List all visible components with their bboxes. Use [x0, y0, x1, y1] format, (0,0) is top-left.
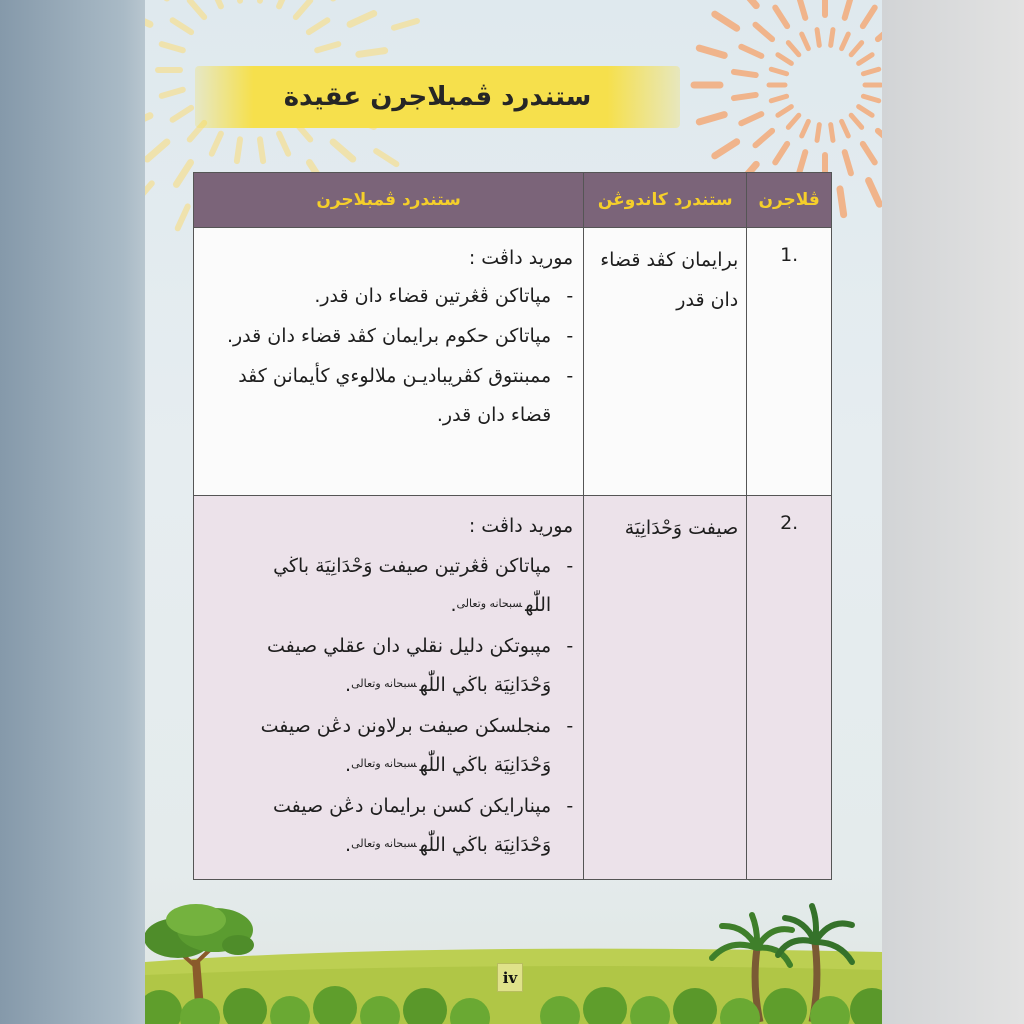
sunburst-ray: [788, 115, 798, 127]
sunburst-ray: [173, 20, 192, 32]
sunburst-ray: [926, 115, 951, 122]
list-item: [224, 548, 573, 624]
sunburst-ray: [878, 131, 895, 145]
standards-table: [193, 172, 832, 880]
header-learning-standard: ستندرد ڤمبلاجرن: [194, 173, 584, 228]
list-item: [224, 277, 573, 316]
list-item-text: ممبنتوق كڤريباديـن ملالوءي كأيمانن كڤد قضاء دان قدر.: [238, 365, 552, 426]
list-item-text: مڽاتاكن ڤڠرتين قضاء دان قدر.: [314, 285, 552, 307]
sunburst-ray: [771, 96, 786, 101]
honorific-mark: سبحانه وتعالى: [351, 677, 417, 690]
list-item-text: مڽنارايكن كسن برايمان دڠن صيفت وَحْدَانِيَة باڬي اللّٰه: [273, 795, 552, 856]
bullet-dash: -: [566, 555, 574, 577]
title-banner: [195, 66, 680, 128]
list-item-end: .: [345, 834, 352, 856]
sunburst-ray: [863, 96, 878, 101]
sunburst-ray: [878, 25, 895, 39]
objectives-intro: موريد داڤت :: [468, 515, 574, 537]
header-content-standard: ستندرد كاندوڠن: [584, 173, 747, 228]
honorific-mark: سبحانه وتعالى: [351, 757, 417, 770]
list-item: [224, 708, 573, 784]
sunburst-ray: [775, 8, 787, 27]
sunburst-ray: [147, 142, 167, 159]
sunburst-ray: [115, 86, 141, 90]
sunburst-ray: [778, 107, 791, 116]
sunburst-ray: [126, 14, 150, 25]
list-item-text: منجلسكن صيفت برلاونن دڠن صيفت وَحْدَانِيَة باڬي اللّٰه: [260, 715, 552, 776]
sunburst-ray: [778, 55, 791, 64]
sunburst-ray: [842, 34, 849, 49]
sunburst-ray: [845, 0, 851, 18]
sunburst-ray: [104, 151, 124, 164]
sunburst-ray: [802, 34, 809, 49]
honorific-mark: سبحانه وتعالى: [351, 837, 417, 850]
lesson-number: 2.: [780, 512, 799, 534]
sunburst-ray: [715, 14, 737, 28]
bullet-dash: -: [566, 795, 574, 817]
objectives-list: [224, 277, 573, 435]
lesson-number: 1.: [780, 244, 799, 266]
sunburst-ray: [863, 69, 878, 74]
sunburst-ray: [845, 152, 851, 173]
sunburst-ray: [136, 183, 152, 201]
bullet-dash: -: [566, 715, 574, 737]
sunburst-ray: [894, 164, 911, 184]
sunburst-ray: [755, 131, 772, 145]
list-item-end: .: [450, 594, 457, 616]
sunburst-ray: [889, 114, 909, 123]
list-item-text: مڽبوتكن دليل نقلي دان عقلي صيفت وَحْدَانِيَة باڬي اللّٰه: [267, 635, 552, 696]
sunburst-ray: [802, 121, 809, 136]
sunburst-ray: [126, 116, 150, 127]
sunburst-ray: [162, 44, 183, 50]
sunburst-ray: [755, 25, 772, 39]
table-header-row: [194, 173, 832, 228]
sunburst-ray: [788, 43, 798, 55]
sunburst-ray: [741, 47, 761, 56]
sunburst-ray: [173, 108, 192, 120]
sunburst-ray: [799, 152, 805, 173]
table-row: [194, 228, 832, 496]
sunburst-ray: [859, 107, 872, 116]
sunburst-ray: [831, 30, 833, 46]
sunburst-ray: [734, 95, 756, 98]
list-item-end: .: [345, 754, 352, 776]
sunburst-ray: [894, 0, 911, 6]
sunburst-ray: [889, 47, 909, 56]
objectives-list: [224, 548, 573, 864]
sunburst-ray: [913, 142, 935, 156]
sunburst-ray: [359, 51, 385, 55]
sunburst-ray: [190, 0, 204, 17]
sunburst-ray: [237, 139, 240, 161]
sunburst-ray: [851, 115, 861, 127]
sunburst-ray: [212, 134, 221, 154]
sunburst-ray: [859, 55, 872, 64]
sunburst-ray: [699, 48, 724, 55]
sunburst-ray: [863, 8, 875, 27]
sunburst-ray: [394, 21, 417, 28]
sunburst-ray: [831, 125, 833, 141]
sunburst-ray: [840, 189, 844, 215]
list-item: [224, 317, 573, 356]
sunburst-ray: [926, 48, 951, 55]
bullet-dash: -: [566, 365, 574, 387]
sunburst-ray: [894, 72, 916, 75]
sunburst-ray: [913, 14, 935, 28]
sunburst-ray: [162, 90, 183, 96]
sunburst-ray: [817, 125, 819, 141]
bullet-dash: -: [566, 325, 574, 347]
lesson-number-cell: [747, 496, 832, 880]
sunburst-ray: [176, 163, 190, 185]
objectives-intro: موريد داڤت :: [468, 247, 574, 269]
content-standard-cell: صيفت وَحْدَانِيَة: [584, 496, 747, 880]
content-standard-cell: برايمان كڤد قضاء دان قدر: [584, 228, 747, 496]
sunburst-ray: [83, 112, 106, 119]
sunburst-ray: [237, 0, 240, 1]
sunburst-ray: [771, 69, 786, 74]
sunburst-ray: [317, 44, 338, 50]
sunburst-ray: [350, 14, 374, 25]
sunburst-ray: [260, 139, 263, 161]
sunburst-ray: [178, 206, 188, 228]
sunburst-ray: [296, 0, 310, 17]
sunburst-ray: [734, 72, 756, 75]
list-item: [224, 788, 573, 864]
sunburst-ray: [279, 134, 288, 154]
page-title: ستندرد ڤمبلاجرن عقيدة: [283, 82, 592, 112]
sunburst-ray: [115, 51, 141, 55]
sunburst-ray: [741, 114, 761, 123]
bullet-dash: -: [566, 635, 574, 657]
page-number: iv: [497, 963, 523, 992]
sunburst-ray: [775, 144, 787, 163]
list-item: [224, 628, 573, 704]
sunburst-ray: [333, 142, 353, 159]
table-row: [194, 496, 832, 880]
list-item-end: .: [345, 674, 352, 696]
sunburst-ray: [851, 43, 861, 55]
sunburst-ray: [699, 115, 724, 122]
sunburst-ray: [376, 151, 396, 164]
sunburst-ray: [260, 0, 263, 1]
sunburst-ray: [279, 0, 288, 6]
sunburst-ray: [869, 181, 880, 205]
sunburst-ray: [309, 20, 328, 32]
sunburst-ray: [83, 21, 106, 28]
learning-standard-cell: [194, 496, 584, 880]
lesson-number-cell: [747, 228, 832, 496]
header-lesson: ڤلاجرن: [747, 173, 832, 228]
sunburst-ray: [715, 142, 737, 156]
sunburst-ray: [212, 0, 221, 6]
list-item-text: مڽاتاكن ڤڠرتين صيفت وَحْدَانِيَة باڬي اللّٰه: [273, 555, 552, 616]
list-item-text: مڽاتاكن حكوم برايمان كڤد قضاء دان قدر.: [226, 325, 552, 347]
sunburst-ray: [799, 0, 805, 18]
learning-standard-cell: [194, 228, 584, 496]
sunburst-ray: [863, 144, 875, 163]
sunburst-ray: [817, 30, 819, 46]
sunburst-ray: [739, 0, 756, 6]
sunburst-ray: [894, 95, 916, 98]
bullet-dash: -: [566, 285, 574, 307]
list-item: [224, 357, 573, 435]
honorific-mark: سبحانه وتعالى: [456, 597, 523, 610]
sunburst-ray: [842, 121, 849, 136]
